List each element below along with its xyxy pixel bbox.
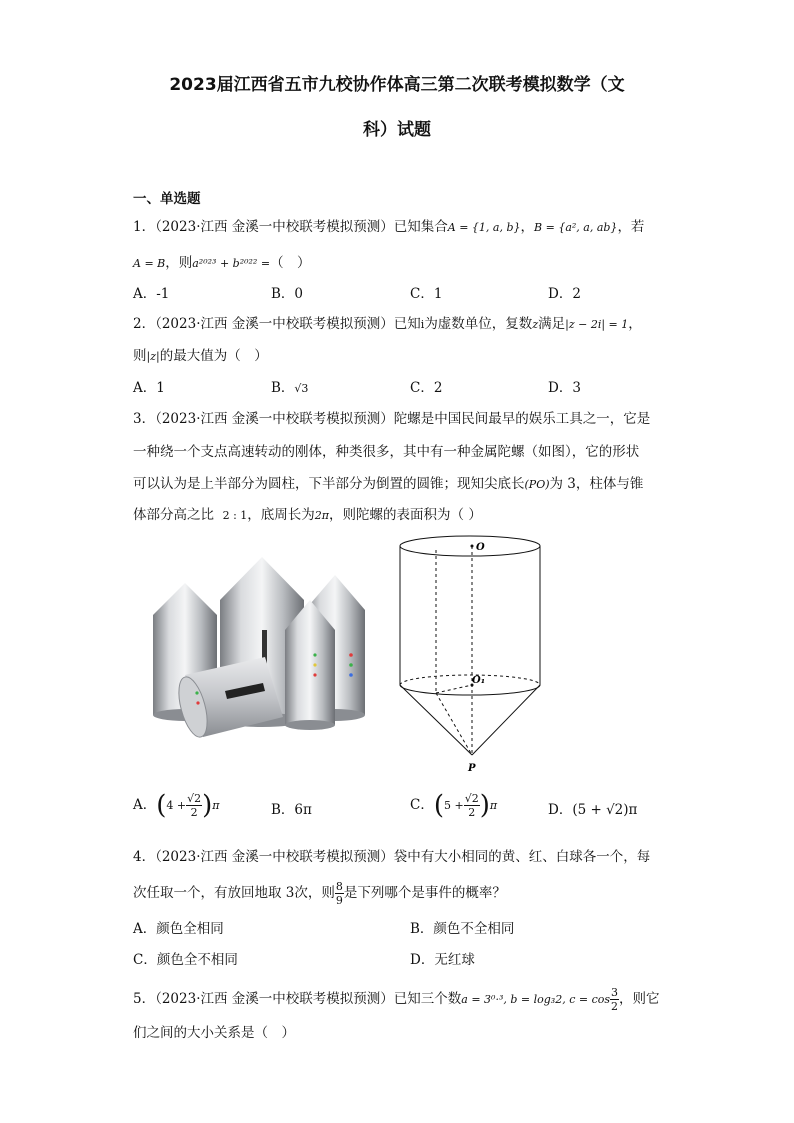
- section-heading: 一、单选题: [133, 191, 201, 207]
- q2-option-c: C．2: [410, 380, 443, 396]
- label-p: P: [468, 763, 476, 774]
- q3-option-b: B．6π: [271, 802, 312, 818]
- spinning-top-diagram: [396, 527, 546, 777]
- q4-line1: 4．（2023·江西 金溪一中校联考模拟预测）袋中有大小相同的黄、红、白球各一个，每: [133, 849, 651, 865]
- q2-line1: 2．（2023·江西 金溪一中校联考模拟预测）已知i为虚数单位，复数z满足|z − 2i| = 1，: [133, 316, 642, 332]
- label-o1: O₁: [472, 675, 486, 686]
- q5-expression: a = 3⁰·³, b = log₃2, c = cos: [461, 993, 610, 1006]
- q1-line2: A = B，则a²⁰²³ + b²⁰²² =（ ）: [133, 255, 311, 271]
- q4-line2: 次任取一个，有放回地取 3次，则 $\frac{8}{9}$ 是下列哪个是事件的概率？: [133, 880, 506, 907]
- q3-option-c: C．(5 + $\frac{√2}{2}$ )π: [410, 790, 498, 821]
- q3-option-a: A．(4 + $\frac{√2}{2}$ )π: [133, 790, 220, 821]
- q4-option-c: C．颜色全不相同: [133, 952, 238, 968]
- q5-line2: 们之间的大小关系是（ ）: [133, 1025, 295, 1041]
- q2-option-d: D．3: [548, 380, 581, 396]
- q1-expression: a²⁰²³ + b²⁰²² =: [192, 257, 271, 270]
- q1-option-a: A．-1: [133, 286, 170, 302]
- q1-line1: 1．（2023·江西 金溪一中校联考模拟预测）已知集合A = {1, a, b}，B = {a², a, ab}，若: [133, 219, 645, 235]
- q1-set-b: B = {a², a, ab}: [534, 221, 618, 234]
- metal-top-photo: [145, 545, 377, 745]
- q3-line2: 一种绕一个支点高速转动的刚体，种类很多，其中有一种金属陀螺（如图），它的形状: [133, 444, 640, 460]
- q3-line1: 3．（2023·江西 金溪一中校联考模拟预测）陀螺是中国民间最早的娱乐工具之一，它是: [133, 411, 651, 427]
- q2-option-a: A．1: [133, 380, 165, 396]
- q1-option-c: C．1: [410, 286, 443, 302]
- q4-option-b: B．颜色不全相同: [410, 921, 515, 937]
- q1-set-a: A = {1, a, b}: [447, 221, 521, 234]
- q2-line2: 则|z|的最大值为（ ）: [133, 348, 268, 364]
- label-o: O: [476, 542, 485, 553]
- q1-option-d: D．2: [548, 286, 581, 302]
- q3-line3: 可以认为是上半部分为圆柱，下半部分为倒置的圆锥；现知尖底长(PO)为 3，柱体与锥: [133, 476, 644, 492]
- page-title-line1: 2023届江西省五市九校协作体高三第二次联考模拟数学（文: [169, 75, 625, 95]
- q4-option-d: D．无红球: [410, 952, 475, 968]
- q5-line1: 5．（2023·江西 金溪一中校联考模拟预测）已知三个数a = 3⁰·³, b = log₃2, c = cos $\frac{3}{2}$ ，则它: [133, 986, 660, 1013]
- page-title-line2: 科）试题: [363, 120, 431, 140]
- q1-option-b: B．0: [271, 286, 304, 302]
- q1-condition: A = B: [133, 257, 166, 270]
- q3-line4: 体部分高之比 2 : 1，底周长为2π，则陀螺的表面积为（ ）: [133, 507, 482, 523]
- q2-condition: |z − 2i| = 1: [565, 318, 629, 331]
- q2-option-b: B．√3: [271, 380, 309, 396]
- q3-option-d: D．(5 + √2)π: [548, 802, 638, 818]
- q4-option-a: A．颜色全相同: [133, 921, 224, 937]
